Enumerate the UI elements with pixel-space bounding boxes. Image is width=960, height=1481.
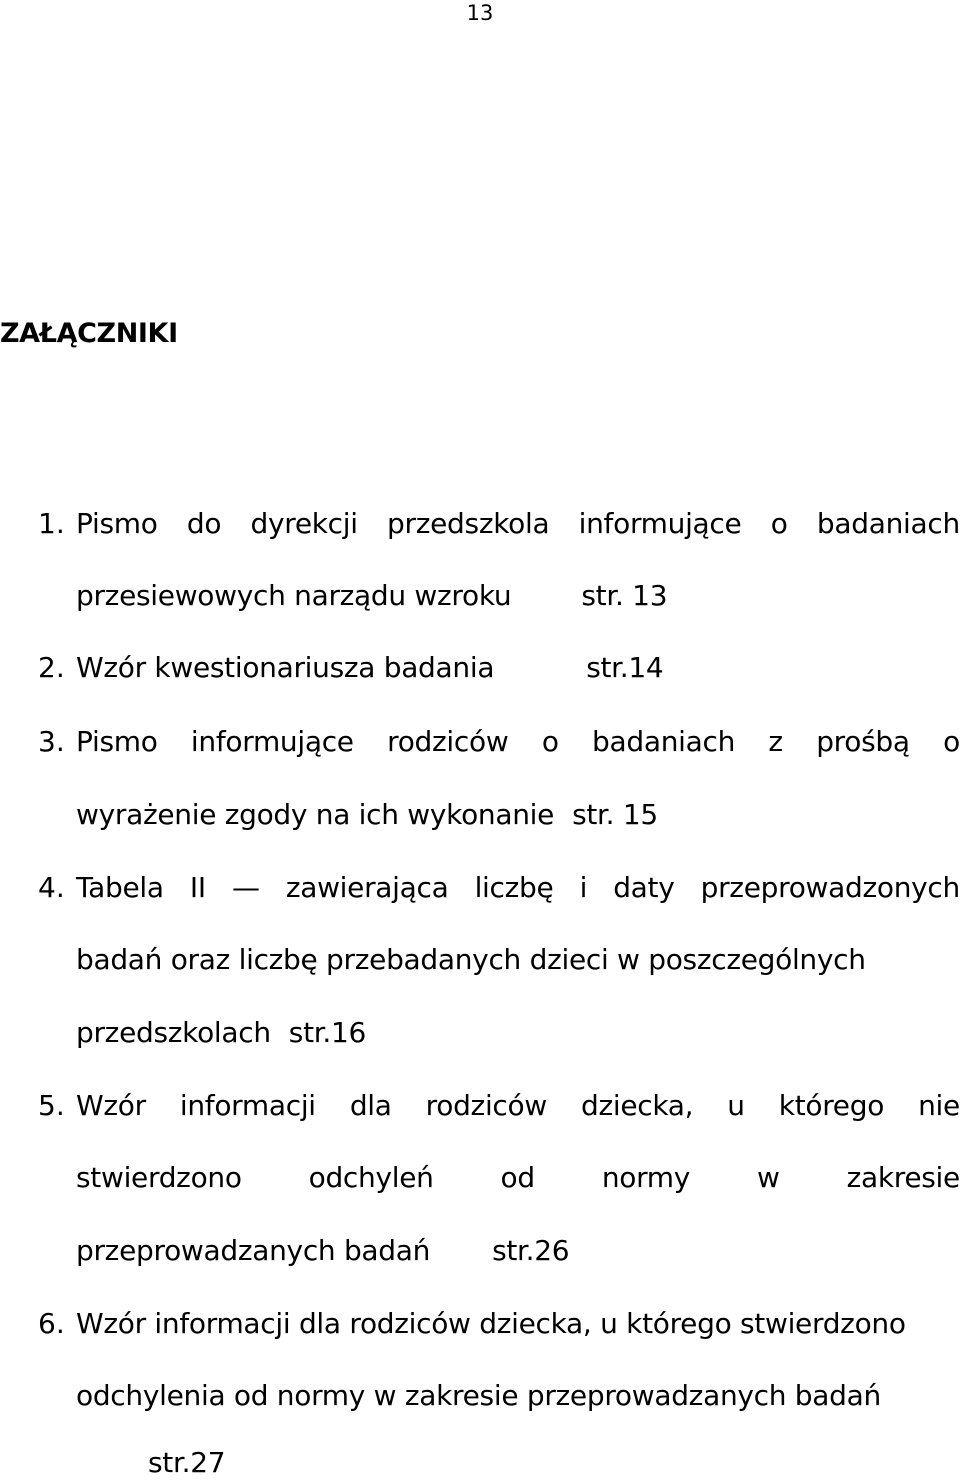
page-ref: str. 15 xyxy=(572,798,658,831)
word: z xyxy=(768,725,783,758)
word: normy xyxy=(601,1161,691,1194)
item-line-1 xyxy=(76,724,960,760)
word: odchyleń xyxy=(308,1161,434,1194)
item-text: przeprowadzanych badań xyxy=(76,1234,431,1267)
word: Pismo xyxy=(76,725,158,758)
item-number: 1. xyxy=(38,507,65,540)
word: daty xyxy=(613,871,675,904)
item-text: Wzór kwestionariusza badania xyxy=(76,651,495,684)
word: liczbę xyxy=(474,871,554,904)
word: zawierająca xyxy=(285,871,449,904)
item-number: 3. xyxy=(38,725,65,758)
word: II xyxy=(189,871,206,904)
word: o xyxy=(943,725,960,758)
word: Pismo xyxy=(76,507,158,540)
word: w xyxy=(757,1161,780,1194)
item-line-3 xyxy=(76,1015,960,1051)
word: badaniach xyxy=(592,725,736,758)
word: dla xyxy=(349,1089,392,1122)
word: informacji xyxy=(179,1089,316,1122)
word: przedszkola xyxy=(387,507,550,540)
item-text: przesiewowych narządu wzroku xyxy=(76,579,512,612)
word: zakresie xyxy=(846,1161,960,1194)
word: Tabela xyxy=(76,871,164,904)
word: do xyxy=(186,507,222,540)
item-number: 6. xyxy=(38,1307,65,1340)
item-text: wyrażenie zgody na ich wykonanie xyxy=(76,798,555,831)
item-line-1 xyxy=(76,870,960,906)
word: o xyxy=(541,725,559,758)
page-ref: str.16 xyxy=(288,1016,367,1049)
word: rodziców xyxy=(425,1089,547,1122)
word: i xyxy=(579,871,588,904)
word: którego xyxy=(778,1089,885,1122)
item-line-1 xyxy=(76,650,960,686)
item-number: 5. xyxy=(38,1089,65,1122)
word: Wzór xyxy=(76,1089,146,1122)
word: u xyxy=(727,1089,745,1122)
item-line-2: badań oraz liczbę przebadanych dzieci w poszczególnych xyxy=(76,943,866,976)
item-line-2 xyxy=(76,578,960,614)
item-text: przedszkolach xyxy=(76,1016,271,1049)
item-line-1 xyxy=(76,506,960,542)
page-ref: str.27 xyxy=(148,1446,226,1479)
word: od xyxy=(500,1161,535,1194)
word: nie xyxy=(918,1089,960,1122)
item-line-2 xyxy=(76,797,960,833)
item-number: 4. xyxy=(38,871,65,904)
word: badaniach xyxy=(816,507,960,540)
page-ref: str. 13 xyxy=(581,579,668,612)
item-line-1: Wzór informacji dla rodziców dziecka, u którego stwierdzono xyxy=(76,1307,906,1340)
word: dyrekcji xyxy=(250,507,358,540)
word: dziecka, xyxy=(581,1089,694,1122)
word: stwierdzono xyxy=(76,1161,242,1194)
word: przeprowadzonych xyxy=(700,871,960,904)
word: informujące xyxy=(578,507,742,540)
word: prośbą xyxy=(816,725,910,758)
item-line-3 xyxy=(76,1233,960,1269)
page-ref: str.26 xyxy=(492,1234,570,1267)
item-line-2 xyxy=(76,1160,960,1196)
item-number: 2. xyxy=(38,651,65,684)
section-heading: ZAŁĄCZNIKI xyxy=(0,318,178,349)
item-line-2: odchylenia od normy w zakresie przeprowadzanych badań xyxy=(76,1379,881,1412)
word: — xyxy=(231,871,260,904)
page-ref: str.14 xyxy=(586,651,664,684)
item-line-1 xyxy=(76,1088,960,1124)
word: rodziców xyxy=(387,725,509,758)
word: informujące xyxy=(190,725,354,758)
word: o xyxy=(770,507,788,540)
page-number: 13 xyxy=(466,1,494,25)
